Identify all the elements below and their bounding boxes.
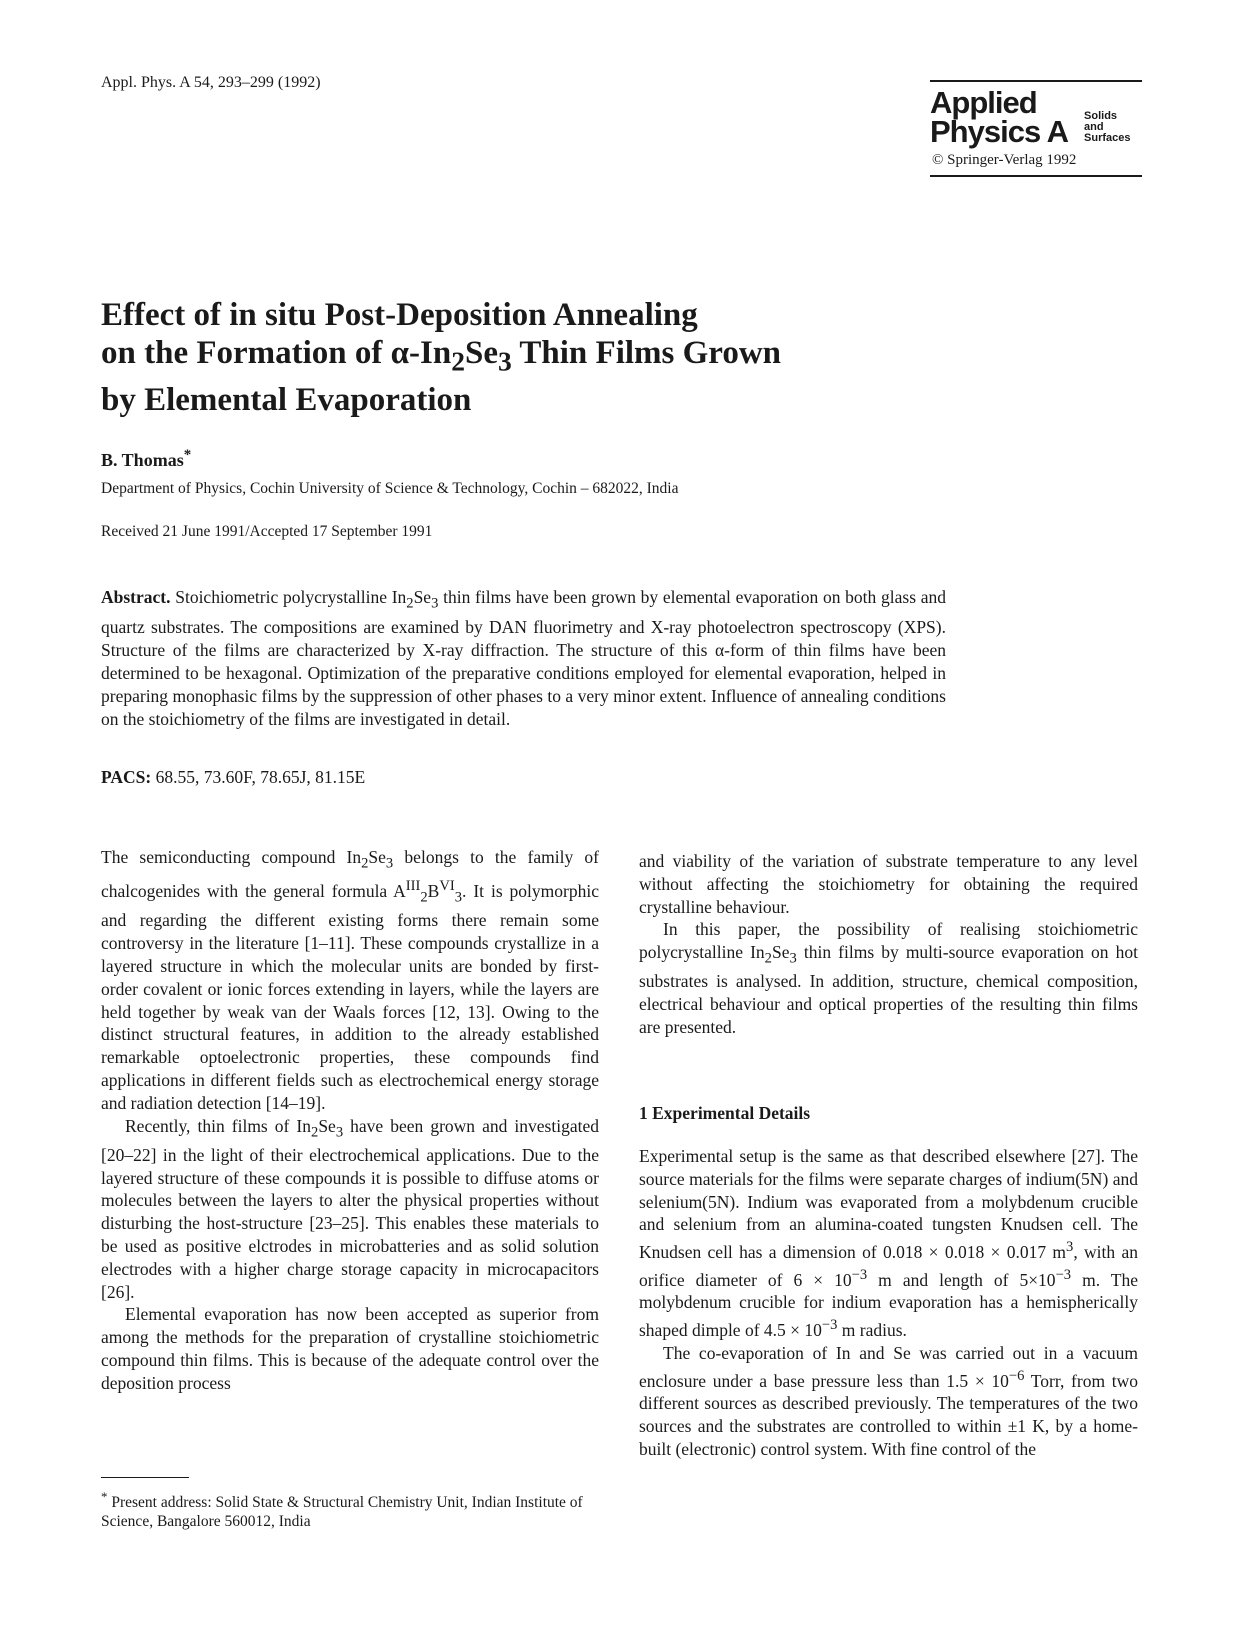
paragraph: In this paper, the possibility of realising stoichiometric polycrystalline $In_2Se_3$ thin films by multi-source evaporation on hot substrates is analysed. In addition, structure, chemical composition, electrical behaviour and optical properties of the resulting thin films are presented. bbox=[639, 919, 1138, 1038]
author-name: B. Thomas* bbox=[101, 447, 192, 470]
paragraph: Recently, thin films of $In_2Se_3$ have been grown and investigated [20–22] in the light of their electrochemical applications. Due to the layered structure of these compounds it is possible to diffuse atoms or molecules between the layers to alter the physical properties without disturbing the host-structure [23–25]. This enables these materials to be used as positive elctrodes in microbatteries and as solid solution electrodes with a higher charge storage capacity in microcapacitors [26]. bbox=[101, 1115, 599, 1302]
paragraph: Experimental setup is the same as that described elsewhere [27]. The source materials for the films were separate charges of indium(5N) and selenium(5N). Indium was evaporated from a molybdenum crucible and selenium from an alumina-coated tungsten Knudsen cell. The Knudsen cell has a dimension of 0.018 × 0.018 × 0.017 $m^3$, with an orifice diameter of $6 \times 10^{-3}$ m and length of $5\times 10^{-3}$ m. The molybdenum crucible for indium evaporation has a hemispherically shaped dimple of $4.5 \times 10^{-3}$ m radius. bbox=[639, 1146, 1138, 1341]
journal-logo bbox=[930, 80, 1142, 177]
logo-top-rule bbox=[930, 80, 1142, 82]
author-footnote-mark: * bbox=[183, 447, 192, 463]
received-dates: Received 21 June 1991/Accepted 17 September 1991 bbox=[101, 523, 433, 540]
paragraph: The semiconducting compound $In_2Se_3$ belongs to the family of chalcogenides with the general formula $A^{III}_2B^{VI}_3$. It is polymorphic and regarding the different existing forms there remain some controversy in the literature [1–11]. These compounds crystallize in a layered structure in which the molecular units are bonded by first-order covalent or ionic forces extending in layers, while the layers are held together by weak van der Waals forces [12, 13]. Owing to the distinct structural features, in addition to the already established remarkable optoelectronic properties, these compounds find applications in different fields such as electrochemical energy storage and radiation detection [14–19]. bbox=[101, 847, 599, 1113]
journal-citation: Appl. Phys. A 54, 293–299 (1992) bbox=[101, 74, 321, 91]
affiliation: Department of Physics, Cochin University of Science & Technology, Cochin – 682022, India bbox=[101, 480, 679, 497]
paragraph: The co-evaporation of In and Se was carried out in a vacuum enclosure under a base pressure less than $1.5 \times 10^{-6}$ Torr, from two different sources as described previously. The temperatures of the two sources and the substrates are controlled to within ±1 K, by a home-built (electronic) control system. With fine control of the bbox=[639, 1342, 1138, 1459]
body-column-left bbox=[101, 846, 599, 1395]
footnote-mark: * bbox=[101, 1489, 108, 1504]
abstract: Abstract. Stoichiometric polycrystalline $In_2Se_3$ thin films have been grown by elemental evaporation on both glass and quartz substrates. The compositions are examined by DAN fluorimetry and X-ray photoelectron spectroscopy (XPS). Structure of the films are characterized by X-ray diffraction. The structure of this α-form of thin films have been determined to be hexagonal. Optimization of the preparative conditions employed for elemental evaporation, helped in preparing monophasic films by the suppression of other phases to a very minor extent. Influence of annealing conditions on the stoichiometry of the films are investigated in detail. bbox=[101, 587, 946, 729]
copyright: © Springer-Verlag 1992 bbox=[932, 152, 1077, 168]
pacs-codes: PACS: 68.55, 73.60F, 78.65J, 81.15E bbox=[101, 767, 366, 787]
journal-section: Solids and Surfaces bbox=[1084, 110, 1131, 144]
paper-title: Effect of in situ Post-Deposition Annealing on the Formation of $\alpha-In_2Se_3$ Thin Films Grown by Elemental Evaporation bbox=[101, 297, 782, 418]
body-column-right-section bbox=[639, 1145, 1138, 1461]
logo-bottom-rule bbox=[930, 175, 1142, 177]
pacs-label: PACS: bbox=[101, 767, 152, 787]
footnote-rule bbox=[101, 1477, 189, 1478]
body-column-right bbox=[639, 850, 1138, 1039]
abstract-label: Abstract. bbox=[101, 587, 171, 607]
section-heading: 1 Experimental Details bbox=[639, 1103, 811, 1123]
journal-name: Applied Physics A bbox=[930, 85, 1069, 149]
footnote: * Present address: Solid State & Structural Chemistry Unit, Indian Institute of Science, Bangalore 560012, India bbox=[101, 1489, 583, 1531]
paragraph: Elemental evaporation has now been accepted as superior from among the methods for the preparation of crystalline stoichiometric compound thin films. This is because of the adequate control over the deposition process bbox=[101, 1304, 599, 1393]
paragraph: and viability of the variation of substrate temperature to any level without affecting the stoichiometry for obtaining the required crystalline behaviour. bbox=[639, 851, 1138, 917]
